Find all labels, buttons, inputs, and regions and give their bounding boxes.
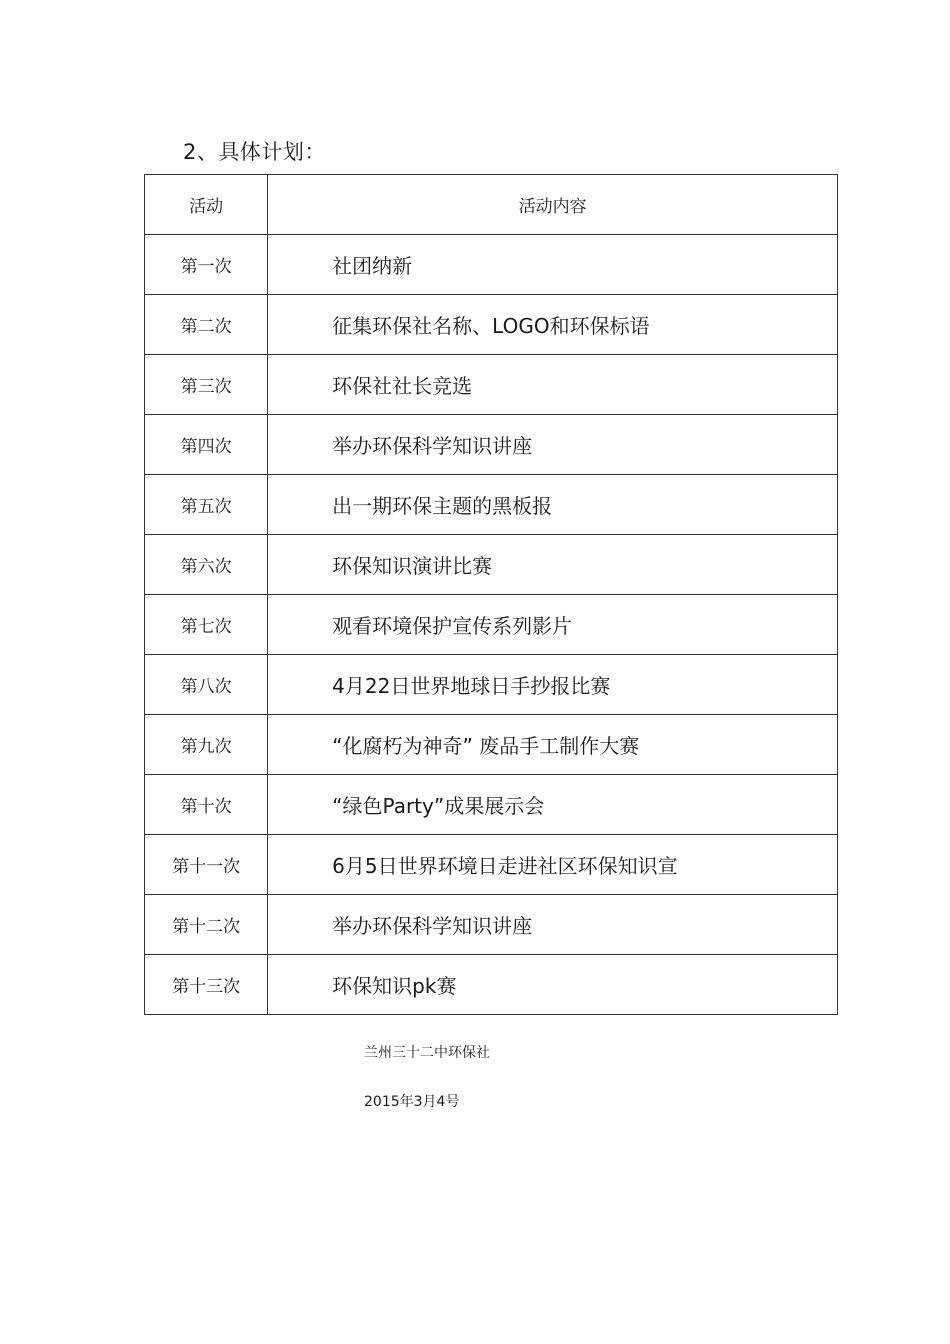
table-row [145, 535, 838, 595]
row-activity: 第六次 [145, 535, 268, 595]
row-activity: 第十三次 [145, 955, 268, 1015]
row-activity: 第五次 [145, 475, 268, 535]
table-row [145, 355, 838, 415]
table-row [145, 595, 838, 655]
row-activity: 第十次 [145, 775, 268, 835]
row-content: 6月5日世界环境日走进社区环保知识宣 [268, 835, 838, 895]
row-activity: 第一次 [145, 235, 268, 295]
table-row [145, 235, 838, 295]
row-content: 举办环保科学知识讲座 [268, 415, 838, 475]
row-content: 环保知识pk赛 [268, 955, 838, 1015]
header-activity: 活动 [145, 175, 268, 235]
row-activity: 第二次 [145, 295, 268, 355]
row-activity: 第三次 [145, 355, 268, 415]
section-heading: 2、具体计划： [183, 140, 326, 164]
table-row [145, 835, 838, 895]
row-activity: 第十一次 [145, 835, 268, 895]
table-row [145, 295, 838, 355]
table-header-row [145, 175, 838, 235]
row-content: 征集环保社名称、LOGO和环保标语 [268, 295, 838, 355]
row-content: 举办环保科学知识讲座 [268, 895, 838, 955]
table-row [145, 715, 838, 775]
row-activity: 第九次 [145, 715, 268, 775]
row-activity: 第八次 [145, 655, 268, 715]
table-row [145, 895, 838, 955]
row-activity: 第四次 [145, 415, 268, 475]
plan-table [144, 174, 838, 1015]
footer-date: 2015年3月4号 [364, 1094, 460, 1110]
row-content: “绿色Party”成果展示会 [268, 775, 838, 835]
row-content: “化腐朽为神奇” 废品手工制作大赛 [268, 715, 838, 775]
header-content: 活动内容 [268, 175, 838, 235]
row-content: 社团纳新 [268, 235, 838, 295]
row-content: 出一期环保主题的黑板报 [268, 475, 838, 535]
footer-organization: 兰州三十二中环保社 [364, 1045, 490, 1061]
row-activity: 第七次 [145, 595, 268, 655]
row-activity: 第十二次 [145, 895, 268, 955]
table-row [145, 475, 838, 535]
row-content: 观看环境保护宣传系列影片 [268, 595, 838, 655]
table-row [145, 955, 838, 1015]
row-content: 环保社社长竞选 [268, 355, 838, 415]
row-content: 4月22日世界地球日手抄报比赛 [268, 655, 838, 715]
row-content: 环保知识演讲比赛 [268, 535, 838, 595]
table-row [145, 415, 838, 475]
table-row [145, 775, 838, 835]
table-row [145, 655, 838, 715]
